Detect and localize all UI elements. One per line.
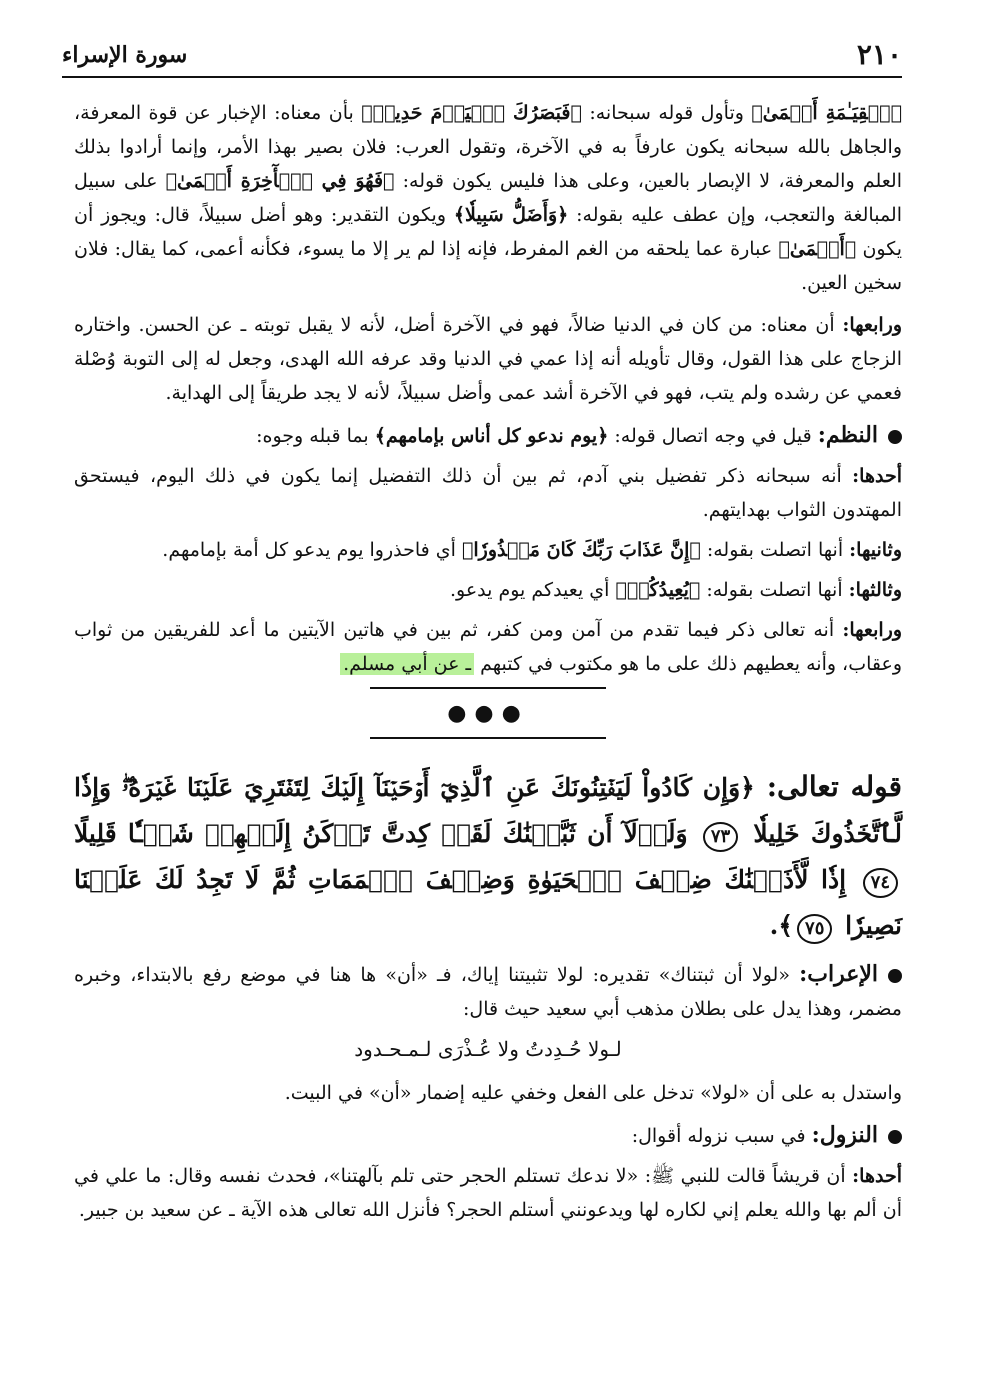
paragraph-text: أي يعيدكم يوم يدعو.: [449, 579, 616, 601]
paragraph-lead: وثالثها:: [848, 579, 902, 601]
quran-quote: ﴿إِنَّ عَذَابَ رَبِّكَ كَانَ مَحۡذُورٗا﴾: [461, 539, 701, 561]
page-number: ٢١٠: [856, 38, 902, 71]
ayah-text: ﴾.: [769, 911, 794, 940]
paragraph-second: [74, 533, 902, 567]
paragraph-lead: أحدها:: [852, 465, 902, 487]
paragraph-lead: وثانيها:: [849, 539, 902, 561]
bullet-icon: [888, 969, 902, 983]
paragraph-lead: أحدها:: [852, 1165, 902, 1187]
page-header: [62, 36, 902, 78]
paragraph-lead: ورابعها:: [842, 619, 902, 641]
ayah-text: وَلَوۡلَآ أَن ثَبَّتۡنَٰكَ لَقَدۡ كِدتَّ تَرۡكَنُ إِلَيۡهِمۡ شَيۡـٔٗا قَلِيلًا: [74, 819, 699, 848]
paragraph-istidlal: [74, 1076, 902, 1110]
quran-quote: ﴿فَهُوَ فِي ٱلۡأٓخِرَةِ أَعۡمَىٰ﴾: [165, 170, 395, 192]
section-separator: [370, 687, 606, 739]
surah-name: سورة الإسراء: [62, 42, 188, 68]
paragraph-text: أنها اتصلت بقوله:: [700, 539, 850, 561]
ayah-text: ﴿وَإِن كَادُواْ لَيَفۡتِنُونَكَ عَنِ ٱلَّذِيٓ أَوۡحَيۡنَآ إِلَيۡكَ لِتَفۡتَرِيَ عَلَيۡنَا غَيۡرَهُۥۖ وَإِذٗا لَّٱتَّخَذُوكَ خَلِيلٗا: [74, 773, 902, 848]
paragraph-text: قيل في وجه اتصال قوله:: [608, 425, 818, 447]
section-heading: الإعراب:: [799, 961, 878, 987]
paragraph-lead: ورابعها:: [842, 314, 902, 336]
paragraph-text: «لولا أن ثبتناك» تقديره: لولا تثبيتنا إياك، فـ «أن» ها هنا في موضع رفع بالابتداء، وخبره مضمر، وهذا يدل على بطلان مذهب أبي سعيد حيث قال:: [74, 964, 902, 1020]
bullet-icon: [888, 430, 902, 444]
paragraph-text: أنها اتصلت بقوله:: [700, 579, 849, 601]
separator-dots: ●●●: [447, 701, 529, 726]
bullet-icon: [888, 1130, 902, 1144]
paragraph-commentary: [74, 96, 902, 300]
paragraph-text: بما قبله وجوه:: [256, 425, 375, 447]
paragraph-fourth-view: [74, 308, 902, 410]
ayah-number-icon: ٧٤: [863, 868, 898, 898]
paragraph-text: في سبب نزوله أقوال:: [631, 1125, 812, 1147]
quran-quote: ﴿يوم ندعو كل أناس بإمامهم﴾: [374, 425, 609, 447]
quran-quote: ٱلۡقِيَـٰمَةِ أَعۡمَىٰ﴾: [751, 102, 902, 124]
paragraph-text: ويكون التقدير: وهو أضل سبيلاً، قال: ويجوز أن يكون: [74, 204, 903, 260]
section-nuzul: [74, 1118, 902, 1153]
paragraph-first: [74, 459, 902, 527]
ayah-block: [74, 764, 902, 949]
poem-verse: لـولا حُـدِدتُ ولا عُـذْرَى لـمـحـدود: [354, 1037, 622, 1061]
section-heading: النظم:: [817, 422, 878, 448]
paragraph-text: أي فاحذروا يوم يدعو كل أمة بإمامهم.: [162, 539, 462, 561]
paragraph-text: على سبيل المبالغة والتعجب، وإن عطف عليه بقوله:: [74, 170, 902, 226]
highlighted-text[interactable]: ـ عن أبي مسلم.: [340, 653, 474, 675]
paragraph-text: أنه تعالى ذكر فيما تقدم من آمن ومن كفر، ثم بين في هاتين الآيتين ما أعد للفريقين من ثواب وعقاب، وأنه يعطيهم ذلك على ما هو مكتوب في كتبهم: [74, 619, 902, 675]
paragraph-nuzul-first: [74, 1159, 902, 1227]
quran-quote: ﴿يُعِيدُكُمۡ﴾: [615, 579, 701, 601]
section-irab: [74, 957, 902, 1026]
paragraph-text: أنه سبحانه ذكر تفضيل بني آدم، ثم بين أن ذلك التفضيل إنما يكون في ذلك اليوم، فيستحق المهتدون الثواب بهدايتهم.: [74, 465, 902, 521]
paragraph-text: أن قريشاً قالت للنبي ﷺ: «لا ندعك تستلم الحجر حتى تلم بآلهتنا»، فحدث نفسه وقال: ما علي في أن ألم بها والله يعلم إني لكاره لها ويدعونني أستلم الحجر؟ فأنزل الله تعالى هذه الآية ـ عن سعيد بن جبير.: [74, 1165, 902, 1221]
ayah-text: إِذٗا لَّأَذَقۡنَٰكَ ضِعۡفَ ٱلۡحَيَوٰةِ وَضِعۡفَ ٱلۡمَمَاتِ ثُمَّ لَا تَجِدُ لَكَ عَلَيۡنَا نَصِيرٗا: [74, 865, 902, 940]
paragraph-text: عبارة عما يلحقه من الغم المفرط، فإنه إذا لم ير إلا ما يسوء، فكأنه أعمى، كما يقال: فلان سخين العين.: [74, 238, 902, 294]
section-nazm: [74, 418, 902, 453]
page-body: [74, 96, 902, 1233]
paragraph-third: [74, 573, 902, 607]
paragraph-text: بأن معناه: الإخبار عن قوة المعرفة، والجاهل بالله سبحانه يكون عارفاً به في الآخرة، وتقول العرب: فلان بصير بهذا الأمر، وإنما أرادوا بذلك العلم والمعرفة، لا الإبصار بالعين، وعلى هذا فليس يكون قوله:: [74, 102, 902, 192]
ayah-intro: قوله تعالى:: [754, 770, 902, 803]
section-heading: النزول:: [811, 1122, 878, 1148]
quran-quote: ﴿فَبَصَرُكَ ٱلۡيَوۡمَ حَدِيدٞ﴾: [361, 102, 582, 124]
ayah-number-icon: ٧٣: [703, 822, 738, 852]
paragraph-text: واستدل به على أن «لولا» تدخل على الفعل وخفي عليه إضمار «أن» في البيت.: [284, 1082, 902, 1104]
paragraph-fourth: [74, 613, 902, 681]
ayah-number-icon: ٧٥: [797, 914, 832, 944]
paragraph-text: أن معناه: من كان في الدنيا ضالاً، فهو في الآخرة أضل، لأنه لا يقبل توبته ـ عن الحسن. واختاره الزجاج على هذا القول، وقال تأويله أنه إذا عمي في الدنيا وقد عرفه الله الهدى، وجعل له إلى التوبة وُصْلة فعمي عن رشده ولم يتب، فهو في الآخرة أشد عمى وأضل سبيلاً، لأنه لا يجد طريقاً إلى الهداية.: [74, 314, 902, 404]
quran-quote: ﴿وَأَضَلُّ سَبِيلٗا﴾: [453, 204, 569, 226]
quran-quote: ﴿أَعۡمَىٰ﴾: [778, 238, 857, 260]
paragraph-text: وتأول قوله سبحانه:: [581, 102, 752, 124]
